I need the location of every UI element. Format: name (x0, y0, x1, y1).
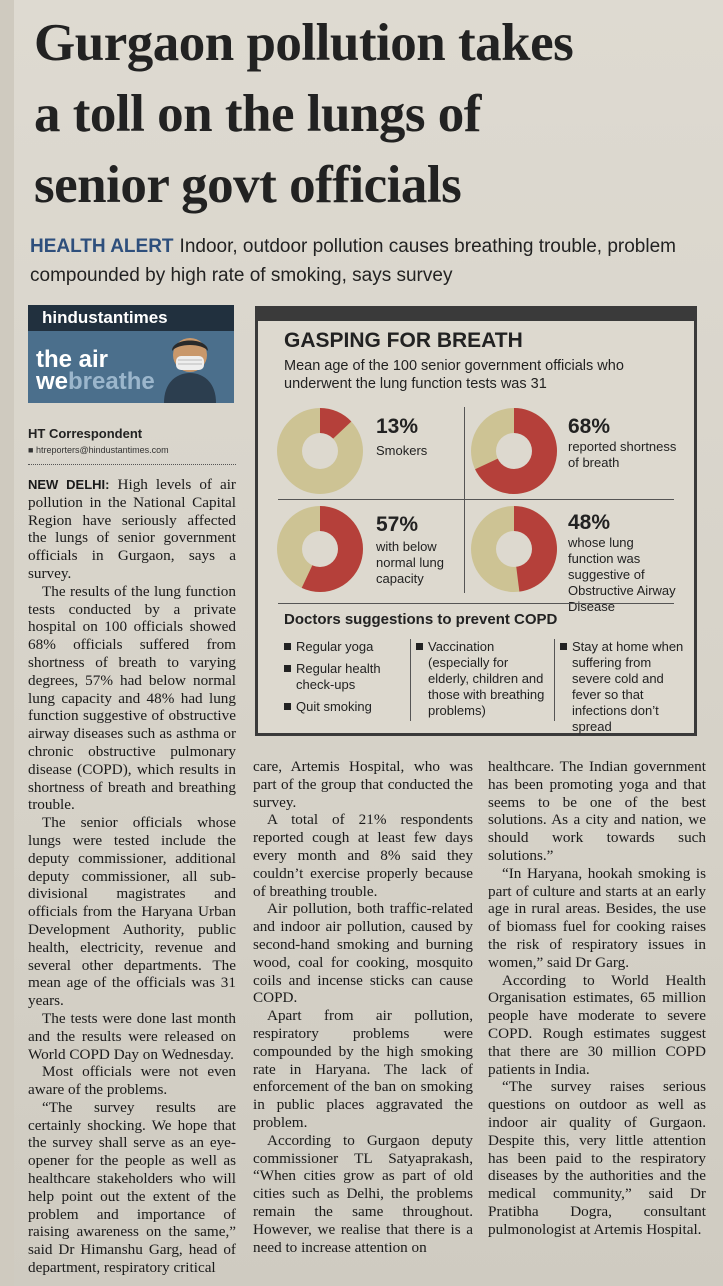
suggestions-title: Doctors suggestions to prevent COPD (284, 611, 558, 628)
paragraph: “The survey raises serious questions on outdoor as well as indoor air quality of Gurgaon. Despite this, very little attention has been paid to the respiratory diseases by the authorities and the medical community,” said Dr Pratibha Dogra, consultant pulmonologist at Artemis Hospital. (488, 1078, 706, 1238)
headline-line: senior govt officials (34, 156, 462, 214)
byline-email: ■ htreporters@hindustantimes.com (28, 445, 169, 455)
deck-tag: HEALTH ALERT (30, 236, 174, 257)
infographic-title: GASPING FOR BREATH (284, 329, 523, 352)
paragraph-text: High levels of air pollution in the National Capital Region have seriously affected the lungs of senior government officials in Gurgaon, says a survey. (28, 476, 236, 582)
donut-chart-smokers (276, 407, 364, 495)
paragraph: A total of 21% respondents reported cough at least few days every month and 8% said they couldn’t exercise properly because of breathing trouble. (253, 811, 473, 900)
paragraph: Air pollution, both traffic-related and indoor air pollution, caused by second-hand smoking and burning wood, coal for cooking, mosquito coils and incense sticks can cause COPD. (253, 900, 473, 1007)
adjacent-column-edge (0, 0, 14, 1286)
infographic-top-bar (258, 309, 694, 321)
paragraph: Apart from air pollution, respiratory problems were compounded by the high smoking rate in Haryana. The lack of enforcement of the ban on smoking in public places aggravated the problem. (253, 1007, 473, 1131)
paragraph: healthcare. The Indian government has been promoting yoga and that seems to be one of the best solutions. As a city and nation, we should work towards such solutions.” (488, 758, 706, 864)
headline-line: a toll on the lungs of (34, 85, 481, 143)
donut-chart-lung-capacity (276, 505, 364, 593)
suggestion-divider (410, 639, 411, 721)
deck-text: Indoor, outdoor pollution causes breathing trouble, problem compounded by high rate of smoking, says survey (30, 236, 676, 286)
suggestion-item: Quit smoking (284, 699, 408, 715)
series-logo (28, 305, 234, 403)
headline-line: Gurgaon pollution takes (34, 14, 574, 72)
infographic-box (255, 306, 697, 736)
suggestion-item: Regular yoga (284, 639, 408, 655)
byline: HT Correspondent (28, 426, 143, 441)
paragraph: care, Artemis Hospital, who was part of the group that conducted the survey. (253, 758, 473, 811)
stat-percent: 68% (568, 415, 611, 438)
series-word: breathe (68, 368, 155, 395)
suggestion-group (416, 639, 548, 725)
suggestion-item: Vaccination (especially for elderly, children and those with breathing problems) (416, 639, 548, 719)
suggestion-group (560, 639, 690, 741)
suggestions-divider (278, 603, 674, 604)
paragraph: “In Haryana, hookah smoking is part of culture and starts at an early age in rural areas. Besides, the use of biomass fuel for cooking raises the risk of respiratory issues in women,” said Dr Garg. (488, 864, 706, 971)
donut-hole (302, 433, 338, 469)
stats-vertical-divider (464, 407, 465, 593)
column-2 (253, 758, 473, 1256)
deck (30, 232, 710, 290)
series-line-1: the air (36, 346, 109, 373)
column-1 (28, 476, 236, 1277)
stat-label: with below normal lung capacity (376, 539, 444, 586)
stat-percent: 13% (376, 415, 419, 438)
stats-horizontal-divider (278, 499, 674, 500)
stat-label: Smokers (376, 443, 428, 458)
stat-label: whose lung function was suggestive of Obstructive Airway Disease (568, 535, 676, 614)
stat-label: reported shortness of breath (568, 439, 677, 470)
headline (34, 8, 704, 221)
paragraph: The senior officials whose lungs were tested include the deputy commissioner, additional deputy commissioner, all sub-divisional magistrates and officials from the Haryana Urban Development Authority, public health, electricity, revenue and several other departments. The mean age of the officials was 31 years. (28, 814, 236, 1010)
stat-shortness-of-breath (470, 407, 680, 495)
donut-chart-shortness (470, 407, 558, 495)
paragraph: According to Gurgaon deputy commissioner TL Satyaprakash, “When cities grow as part of old cities such as Delhi, the problems remain the same throughout. However, we realise that there is a need to increase attention on (253, 1131, 473, 1256)
stat-smokers (276, 407, 462, 495)
suggestion-item: Stay at home when suffering from severe cold and fever so that infections don’t spread (560, 639, 690, 735)
donut-chart-obstructive (470, 505, 558, 593)
paragraph: The results of the lung function tests conducted by a private hospital on 100 officials showed 68% officials suffered from shortness of breath to varying degrees, 57% had below normal lung capacity and 48% had lung function suggestive of obstructive airway diseases such as asthma or chronic obstructive pulmonary disease (COPD), which results in shortness of breath and breathing trouble. (28, 582, 236, 814)
suggestion-group (284, 639, 408, 721)
series-line-2 (36, 368, 155, 395)
paragraph (28, 476, 236, 583)
series-word: we (36, 368, 69, 395)
paragraph: Most officials were not even aware of the problems. (28, 1063, 236, 1099)
byline-rule (28, 464, 236, 465)
stat-percent: 48% (568, 511, 611, 534)
donut-hole (496, 433, 532, 469)
dateline: NEW DELHI: (28, 477, 110, 492)
infographic-subtitle: Mean age of the 100 senior government officials who underwent the lung function tests was 31 (284, 358, 624, 392)
brand-name: hindustantimes (28, 305, 234, 331)
column-3 (488, 758, 706, 1239)
donut-hole (496, 531, 532, 567)
paragraph: The tests were done last month and the results were released on World COPD Day on Wednesday. (28, 1009, 236, 1063)
donut-hole (302, 531, 338, 567)
paragraph: According to World Health Organisation estimates, 65 million people have moderate to severe COPD. Rough estimates suggest that there are 30 million COPD patients in India. (488, 971, 706, 1078)
mask-face-icon (150, 331, 230, 403)
suggestion-item: Regular health check-ups (284, 661, 408, 693)
email-text: htreporters@hindustantimes.com (35, 445, 169, 455)
stat-lung-capacity (276, 505, 462, 593)
suggestion-divider (554, 639, 555, 721)
stat-percent: 57% (376, 513, 419, 536)
paragraph: “The survey results are certainly shocking. We hope that the survey shall serve as an eye-opener for the people as well as healthcare stakeholders who will help point out the extent of the problem and importance of raising awareness on the same,” said Dr Himanshu Garg, head of department, respiratory critical (28, 1098, 236, 1277)
stat-obstructive-airway (470, 505, 680, 614)
